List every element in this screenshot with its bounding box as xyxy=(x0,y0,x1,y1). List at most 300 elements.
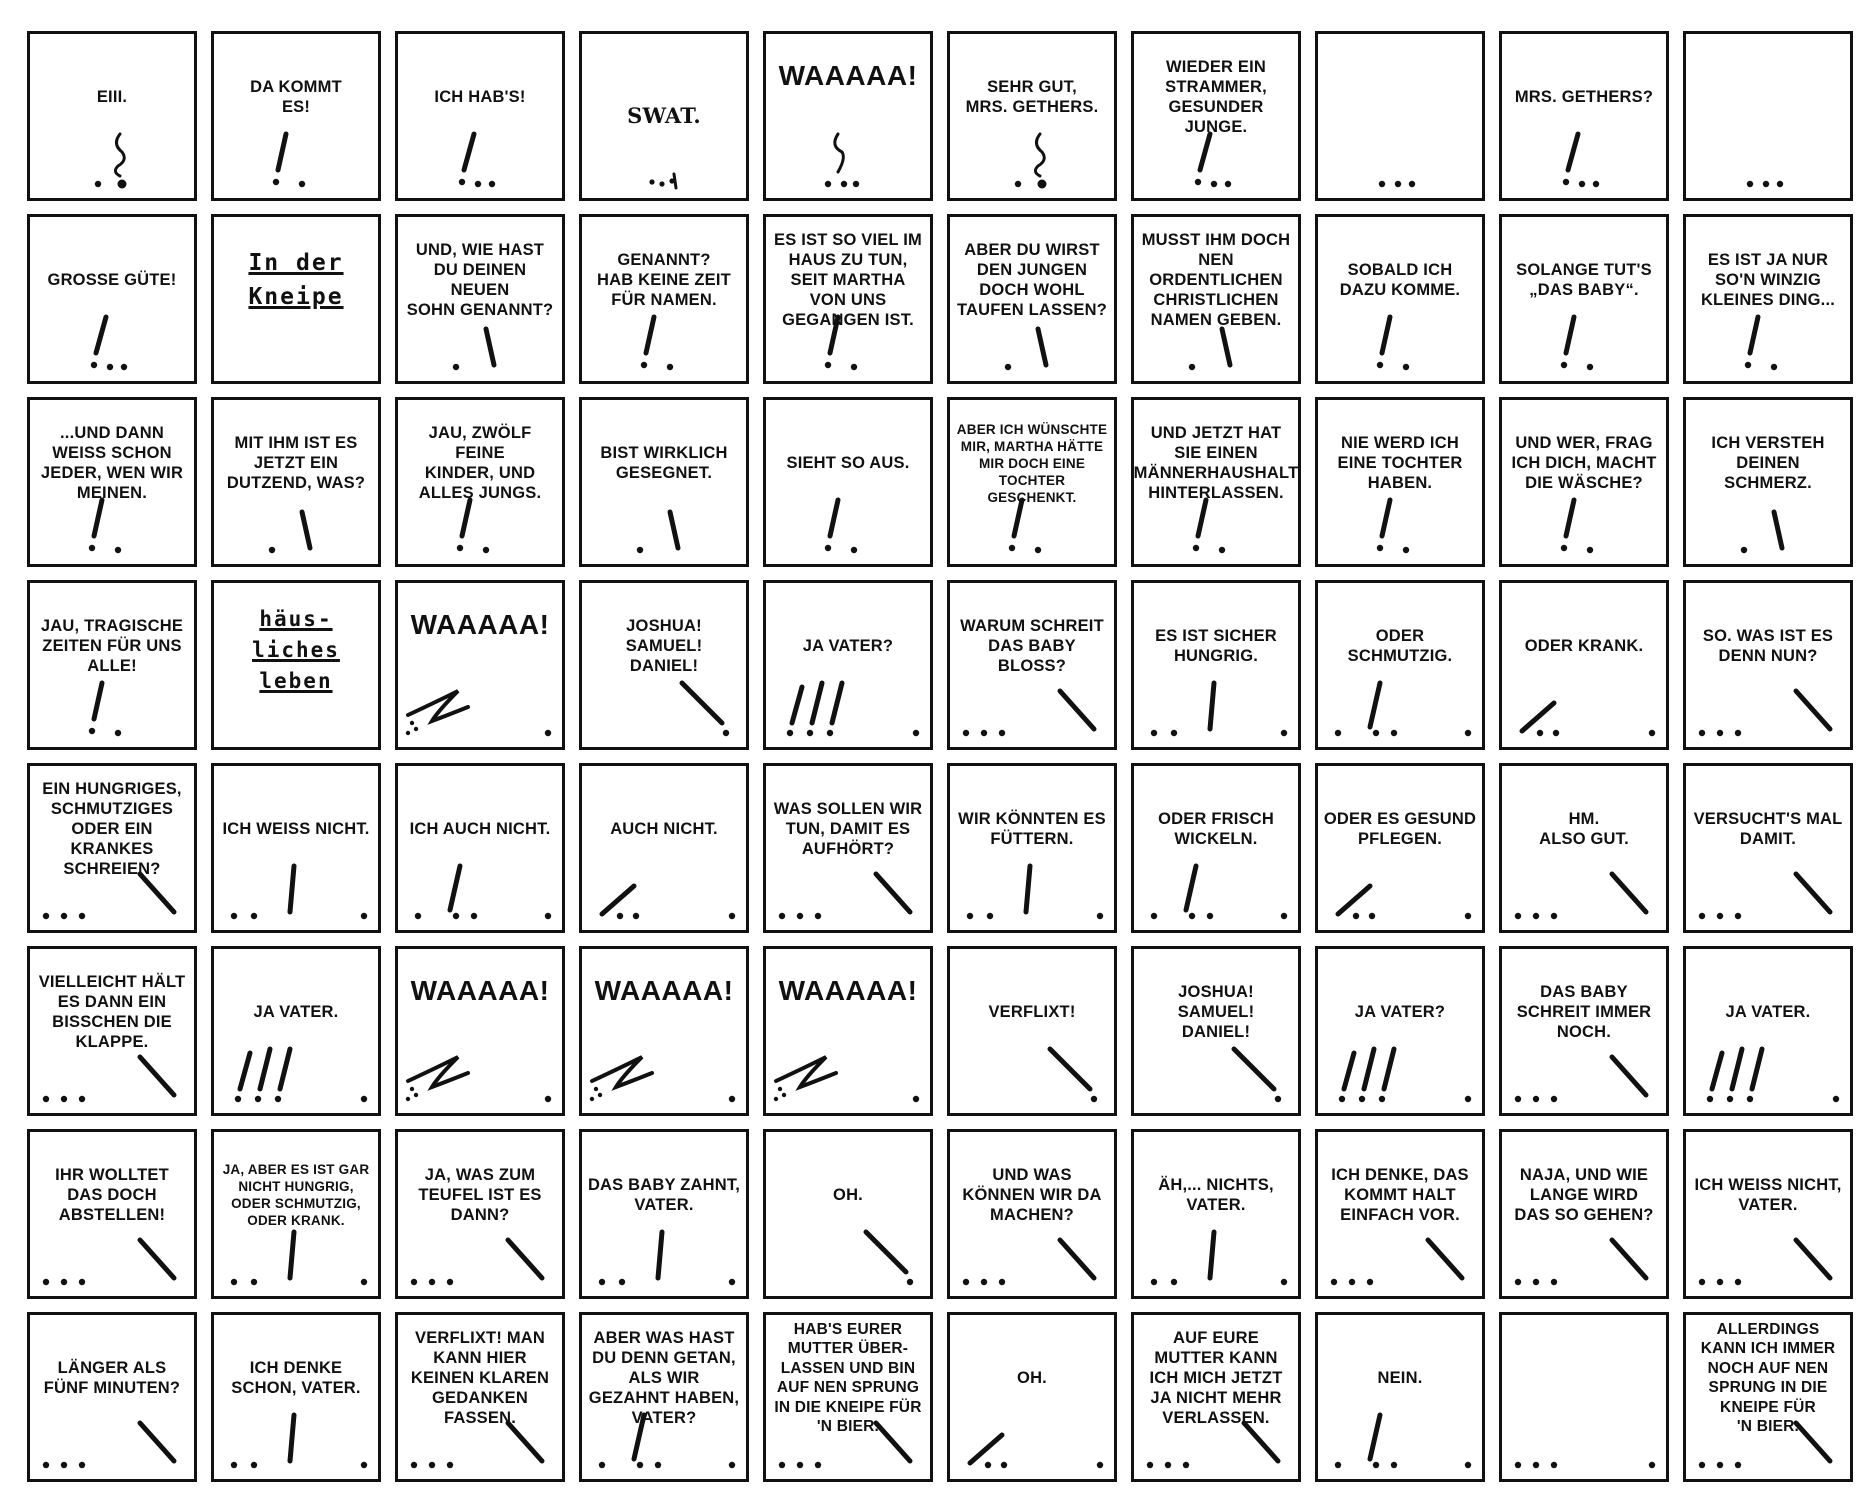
comic-panel xyxy=(1131,763,1301,933)
speech-text: WAAAAA! xyxy=(594,975,734,1006)
figure-head xyxy=(963,1279,969,1285)
figure-head xyxy=(637,547,643,553)
figure-head xyxy=(61,1279,67,1285)
comic-panel xyxy=(1131,31,1301,201)
speech-text xyxy=(1507,1329,1661,1427)
figure-head xyxy=(43,1462,49,1468)
figure-head xyxy=(1379,181,1385,187)
comic-panel xyxy=(1683,31,1853,201)
figure-head xyxy=(1207,913,1213,919)
speaker-line xyxy=(876,874,910,912)
speaker-line xyxy=(1222,329,1230,365)
speech-text: WAAAAA! xyxy=(410,975,550,1006)
comic-panel xyxy=(1499,580,1669,750)
figure-head xyxy=(43,1279,49,1285)
speech-text: ALLERDINGS KANN ICH IMMER NOCH AUF NEN SPRUNG IN DIE KNEIPE FÜR 'N BIER. xyxy=(1700,1320,1836,1435)
figure-head xyxy=(1189,364,1195,370)
figure-head xyxy=(655,1462,661,1468)
comic-panel xyxy=(1315,397,1485,567)
figure-head xyxy=(1717,1462,1723,1468)
figure-head xyxy=(406,731,410,735)
speech-text: VIELLEICHT HÄLT ES DANN EIN BISSCHEN DIE KLAPPE. xyxy=(38,973,186,1051)
comic-panel xyxy=(1499,1129,1669,1299)
figure-head xyxy=(729,1096,735,1102)
figure-head xyxy=(1151,730,1157,736)
figure-head xyxy=(429,1462,435,1468)
comic-panel xyxy=(1131,580,1301,750)
comic-panel xyxy=(763,580,933,750)
comic-panel xyxy=(1131,1312,1301,1482)
scene-title: In der Kneipe xyxy=(248,250,344,310)
squiggle-line xyxy=(776,1057,836,1087)
speech-text: SEHR GUT, MRS. GETHERS. xyxy=(965,78,1099,116)
speaker-line xyxy=(1612,1240,1646,1278)
speech-text: AUCH NICHT. xyxy=(610,820,718,838)
figure-head xyxy=(1465,913,1471,919)
figure-head xyxy=(361,1462,367,1468)
speech-text: ODER ES GESUND PFLEGEN. xyxy=(1323,810,1477,848)
speech-text: UND, WIE HAST DU DEINEN NEUEN SOHN GENANNT? xyxy=(406,241,554,319)
figure-head xyxy=(107,364,113,370)
speech-text: HAB'S EURER MUTTER ÜBER- LASSEN UND BIN AUF NEN SPRUNG IN DIE KNEIPE FÜR 'N BIER. xyxy=(774,1320,922,1435)
comic-panel xyxy=(395,1129,565,1299)
speech-text: JA VATER? xyxy=(1354,1003,1446,1021)
figure-head xyxy=(1097,913,1103,919)
figure-head xyxy=(121,364,127,370)
speech-text: ICH DENKE, DAS KOMMT HALT EINFACH VOR. xyxy=(1331,1166,1469,1224)
figure-head xyxy=(91,362,97,368)
figure-head xyxy=(361,1096,367,1102)
figure-head xyxy=(1717,913,1723,919)
figure-head xyxy=(1391,730,1397,736)
figure-head xyxy=(999,1279,1005,1285)
speaker-line xyxy=(1244,1423,1278,1461)
figure-head xyxy=(1707,1096,1713,1102)
figure-head xyxy=(1771,364,1777,370)
comic-panel xyxy=(27,1129,197,1299)
figure-head xyxy=(1741,547,1747,553)
speech-text: JOSHUA! SAMUEL! DANIEL! xyxy=(625,617,703,675)
comic-panel xyxy=(395,763,565,933)
figure-head xyxy=(1171,1279,1177,1285)
figure-head xyxy=(1551,1462,1557,1468)
speaker-line xyxy=(140,1057,174,1095)
speech-text: ES IST SO VIEL IM HAUS ZU TUN, SEIT MARTHA VON UNS GEGANGEN IST. xyxy=(774,231,922,329)
figure-head xyxy=(545,730,551,736)
speech-text: JA VATER. xyxy=(1725,1003,1811,1021)
speech-text: JAU, ZWÖLF FEINE KINDER, UND ALLES JUNGS. xyxy=(418,424,542,502)
speech-text: ICH WEISS NICHT. xyxy=(222,820,370,838)
comic-panel xyxy=(763,214,933,384)
figure-head xyxy=(1747,181,1753,187)
figure-head xyxy=(483,547,489,553)
figure-head xyxy=(1763,181,1769,187)
figure-head xyxy=(1649,730,1655,736)
figure-head xyxy=(1193,545,1199,551)
speech-text: EIII. xyxy=(96,88,128,106)
comic-panel xyxy=(1315,763,1485,933)
figure-head xyxy=(1579,181,1585,187)
figure-head xyxy=(1561,545,1567,551)
speech-text: JA, ABER ES IST GAR NICHT HUNGRIG, ODER SCHMUTZIG, ODER KRANK. xyxy=(222,1162,370,1228)
figure-head xyxy=(447,1279,453,1285)
speech-text: GENANNT? HAB KEINE ZEIT FÜR NAMEN. xyxy=(597,251,731,309)
figure-head xyxy=(1367,1279,1373,1285)
comic-panel xyxy=(1499,31,1669,201)
speech-text: ICH HAB'S! xyxy=(434,88,526,106)
figure-head xyxy=(89,728,95,734)
speech-text: UND JETZT HAT SIE EINEN MÄNNERHAUSHALT HINTERLASSEN. xyxy=(1133,424,1299,502)
comic-panel xyxy=(579,763,749,933)
comic-panel xyxy=(1499,214,1669,384)
speaker-line xyxy=(508,1423,542,1461)
figure-head xyxy=(779,1462,785,1468)
figure-head xyxy=(1561,362,1567,368)
speech-text: ICH VERSTEH DEINEN SCHMERZ. xyxy=(1711,434,1825,492)
comic-panel xyxy=(395,580,565,750)
speech-text: AUF EURE MUTTER KANN ICH MICH JETZT JA NICHT MEHR VERLASSEN. xyxy=(1149,1329,1283,1427)
figure-head xyxy=(787,730,793,736)
comic-panel xyxy=(579,580,749,750)
figure-head xyxy=(1359,1096,1365,1102)
figure-head xyxy=(1537,730,1543,736)
figure-head xyxy=(79,1462,85,1468)
figure-head xyxy=(1151,913,1157,919)
figure-head xyxy=(815,1462,821,1468)
figure-head xyxy=(61,913,67,919)
figure-head xyxy=(545,1096,551,1102)
speech-text: WAS SOLLEN WIR TUN, DAMIT ES AUFHÖRT? xyxy=(773,800,923,858)
speech-text: WAAAAA! xyxy=(778,60,918,91)
figure-head xyxy=(1403,364,1409,370)
comic-panel xyxy=(1315,946,1485,1116)
figure-head xyxy=(782,1093,786,1097)
figure-head xyxy=(1275,1096,1281,1102)
speech-text: NAJA, UND WIE LANGE WIRD DAS SO GEHEN? xyxy=(1514,1166,1654,1224)
comic-panel xyxy=(579,397,749,567)
figure-head xyxy=(637,1462,643,1468)
figure-head xyxy=(778,1087,782,1091)
figure-head xyxy=(1533,1279,1539,1285)
figure-head xyxy=(115,547,121,553)
speaker-line xyxy=(140,1423,174,1461)
figure-head xyxy=(361,1279,367,1285)
speech-text: GROSSE GÜTE! xyxy=(47,271,177,289)
speech-text: UND WAS KÖNNEN WIR DA MACHEN? xyxy=(962,1166,1102,1224)
figure-head xyxy=(1395,181,1401,187)
figure-head xyxy=(987,913,993,919)
figure-head xyxy=(1747,1096,1753,1102)
comic-panel xyxy=(763,397,933,567)
figure-head xyxy=(1373,730,1379,736)
figure-head xyxy=(411,1462,417,1468)
figure-head xyxy=(231,1279,237,1285)
figure-head xyxy=(1225,181,1231,187)
squiggle-line xyxy=(408,1057,468,1087)
figure-head xyxy=(269,547,275,553)
squiggle-line xyxy=(408,691,468,721)
figure-head xyxy=(967,913,973,919)
figure-head xyxy=(963,730,969,736)
figure-head xyxy=(1353,913,1359,919)
figure-head xyxy=(1377,545,1383,551)
figure-head xyxy=(1391,1462,1397,1468)
figure-head xyxy=(1165,1462,1171,1468)
speech-text: ODER SCHMUTZIG. xyxy=(1347,627,1453,665)
figure-head xyxy=(43,913,49,919)
figure-head xyxy=(913,1096,919,1102)
speech-text: ABER DU WIRST DEN JUNGEN DOCH WOHL TAUFEN LASSEN? xyxy=(956,241,1108,319)
figure-head xyxy=(1409,181,1415,187)
speech-text: JA, WAS ZUM TEUFEL IST ES DANN? xyxy=(418,1166,542,1224)
figure-head xyxy=(410,1087,414,1091)
figure-head xyxy=(599,1462,605,1468)
figure-head xyxy=(779,913,785,919)
comic-panel xyxy=(579,214,749,384)
comic-panel xyxy=(1683,1312,1853,1482)
comic-panel xyxy=(947,1312,1117,1482)
comic-panel xyxy=(1683,763,1853,933)
figure-head xyxy=(231,913,237,919)
comic-panel xyxy=(1499,397,1669,567)
figure-head xyxy=(1533,1096,1539,1102)
speech-text: SOLANGE TUT'S „DAS BABY“. xyxy=(1516,261,1652,299)
speaker-line xyxy=(670,512,678,548)
comic-panel xyxy=(1499,763,1669,933)
figure-head xyxy=(1735,913,1741,919)
figure-head xyxy=(913,730,919,736)
figure-head xyxy=(1015,181,1021,187)
comic-panel xyxy=(211,946,381,1116)
figure-head xyxy=(1587,547,1593,553)
figure-head xyxy=(907,1279,913,1285)
speech-text: ICH DENKE SCHON, VATER. xyxy=(231,1359,361,1397)
speaker-line xyxy=(1428,1240,1462,1278)
figure-head xyxy=(598,1093,602,1097)
speech-text: MIT IHM IST ES JETZT EIN DUTZEND, WAS? xyxy=(226,434,366,492)
speech-text: MRS. GETHERS? xyxy=(1514,88,1654,106)
speech-text: NEIN. xyxy=(1377,1369,1423,1387)
figure-head xyxy=(89,545,95,551)
comic-panel xyxy=(947,397,1117,567)
figure-head xyxy=(667,364,673,370)
figure-head xyxy=(471,913,477,919)
speech-text: ICH AUCH NICHT. xyxy=(409,820,551,838)
figure-head xyxy=(985,1462,991,1468)
figure-head xyxy=(1587,364,1593,370)
figure-head xyxy=(79,1279,85,1285)
figure-head xyxy=(1551,1279,1557,1285)
figure-head xyxy=(1189,913,1195,919)
comic-panel xyxy=(1131,214,1301,384)
figure-head xyxy=(1515,1462,1521,1468)
speaker-line xyxy=(1796,874,1830,912)
comic-panel xyxy=(947,1129,1117,1299)
figure-head xyxy=(1699,730,1705,736)
speech-text xyxy=(1691,48,1845,146)
comic-panel xyxy=(27,214,197,384)
figure-head xyxy=(729,913,735,919)
figure-head xyxy=(1195,179,1201,185)
speech-text: ...UND DANN WEISS SCHON JEDER, WEN WIR MEINEN. xyxy=(40,424,184,502)
speech-text: SIEHT SO AUS. xyxy=(786,454,910,472)
figure-head xyxy=(1465,1096,1471,1102)
speech-text: ÄH,... NICHTS, VATER. xyxy=(1158,1176,1274,1214)
figure-head xyxy=(414,1093,418,1097)
figure-head xyxy=(1745,362,1751,368)
figure-head xyxy=(1281,1279,1287,1285)
speech-text: ABER WAS HAST DU DENN GETAN, ALS WIR GEZAHNT HABEN, VATER? xyxy=(588,1329,740,1427)
speaker-line xyxy=(1612,874,1646,912)
figure-head xyxy=(1403,547,1409,553)
speech-text: JAU, TRAGISCHE ZEITEN FÜR UNS ALLE! xyxy=(40,617,184,675)
speech-text: NIE WERD ICH EINE TOCHTER HABEN. xyxy=(1337,434,1463,492)
speech-text: OH. xyxy=(1017,1369,1047,1387)
figure-head xyxy=(1551,913,1557,919)
speech-text: ES IST SICHER HUNGRIG. xyxy=(1155,627,1277,665)
figure-head xyxy=(825,362,831,368)
figure-head xyxy=(489,181,495,187)
speech-text: MUSST IHM DOCH NEN ORDENTLICHEN CHRISTLICHEN NAMEN GEBEN. xyxy=(1141,231,1291,329)
speech-text: ICH WEISS NICHT, VATER. xyxy=(1694,1176,1842,1214)
figure-head xyxy=(1369,913,1375,919)
figure-head xyxy=(1379,1096,1385,1102)
speech-text: ODER KRANK. xyxy=(1524,637,1644,655)
comic-panel xyxy=(763,946,933,1116)
figure-head xyxy=(453,913,459,919)
figure-head xyxy=(1335,730,1341,736)
figure-head xyxy=(825,545,831,551)
comic-panel xyxy=(763,31,933,201)
figure-head xyxy=(1735,1462,1741,1468)
figure-head xyxy=(1717,1279,1723,1285)
figure-head xyxy=(1515,1096,1521,1102)
figure-head xyxy=(1533,1462,1539,1468)
figure-head xyxy=(1465,730,1471,736)
figure-head xyxy=(1339,1096,1345,1102)
figure-head xyxy=(1833,1096,1839,1102)
figure-head xyxy=(981,730,987,736)
figure-head xyxy=(1171,730,1177,736)
comic-panel xyxy=(1315,31,1485,201)
figure-head xyxy=(231,1462,237,1468)
squiggle-line xyxy=(592,1057,652,1087)
speech-text: DAS BABY ZAHNT, VATER. xyxy=(587,1176,741,1214)
figure-head xyxy=(275,1096,281,1102)
speech-text: JA VATER? xyxy=(802,637,894,655)
comic-panel xyxy=(395,1312,565,1482)
figure-head xyxy=(251,1279,257,1285)
speech-text: ES IST JA NUR SO'N WINZIG KLEINES DING... xyxy=(1700,251,1836,309)
comic-panel xyxy=(27,1312,197,1482)
figure-head xyxy=(415,913,421,919)
speaker-line xyxy=(1774,512,1782,548)
speech-text: DAS BABY SCHREIT IMMER NOCH. xyxy=(1516,983,1652,1041)
figure-head xyxy=(641,362,647,368)
speech-text: IHR WOLLTET DAS DOCH ABSTELLEN! xyxy=(55,1166,169,1224)
comic-panel xyxy=(947,946,1117,1116)
figure-head xyxy=(545,913,551,919)
figure-head xyxy=(361,913,367,919)
figure-head xyxy=(981,1279,987,1285)
figure-head xyxy=(1717,730,1723,736)
figure-head xyxy=(723,730,729,736)
speech-text: OH. xyxy=(833,1186,863,1204)
comic-panel xyxy=(579,946,749,1116)
comic-panel xyxy=(395,214,565,384)
figure-head xyxy=(1465,1462,1471,1468)
speaker-line xyxy=(140,1240,174,1278)
figure-head xyxy=(797,1462,803,1468)
comic-panel xyxy=(763,763,933,933)
figure-head xyxy=(1515,913,1521,919)
comic-panel xyxy=(395,397,565,567)
figure-head xyxy=(457,545,463,551)
figure-head xyxy=(475,181,481,187)
figure-head xyxy=(1331,1279,1337,1285)
comic-panel xyxy=(211,397,381,567)
speech-text: VERFLIXT! xyxy=(988,1003,1076,1021)
comic-panel xyxy=(1315,580,1485,750)
figure-head xyxy=(61,1462,67,1468)
speaker-line xyxy=(140,874,174,912)
comic-panel xyxy=(763,1129,933,1299)
comic-panel xyxy=(27,31,197,201)
speaker-line xyxy=(1522,703,1554,731)
comic-panel xyxy=(1131,397,1301,567)
comic-panel xyxy=(211,580,381,750)
speech-text: WIEDER EIN STRAMMER, GESUNDER JUNGE. xyxy=(1165,58,1267,136)
speaker-line xyxy=(970,1435,1002,1463)
figure-head xyxy=(1735,1279,1741,1285)
speech-text: SWAT. xyxy=(627,103,701,128)
speech-text: ABER ICH WÜNSCHTE MIR, MARTHA HÄTTE MIR DOCH EINE TOCHTER GESCHENKT. xyxy=(956,421,1108,505)
speaker-line xyxy=(1038,329,1046,365)
comic-panel xyxy=(1499,946,1669,1116)
speaker-line xyxy=(486,329,494,365)
comic-panel xyxy=(1683,214,1853,384)
figure-head xyxy=(617,913,623,919)
figure-head xyxy=(659,181,664,186)
figure-head xyxy=(255,1096,261,1102)
figure-head xyxy=(1147,1462,1153,1468)
figure-head xyxy=(251,1462,257,1468)
figure-head xyxy=(414,727,418,731)
comic-panel xyxy=(1683,397,1853,567)
comic-panel xyxy=(947,31,1117,201)
comic-panel xyxy=(395,946,565,1116)
figure-head xyxy=(95,181,101,187)
figure-head xyxy=(815,913,821,919)
comic-panel xyxy=(27,946,197,1116)
figure-head xyxy=(1349,1279,1355,1285)
speech-text: WAAAAA! xyxy=(410,609,550,640)
figure-head xyxy=(1001,1462,1007,1468)
speech-text: WARUM SCHREIT DAS BABY BLOSS? xyxy=(960,617,1104,675)
speech-text: VERSUCHT'S MAL DAMIT. xyxy=(1693,810,1843,848)
figure-head xyxy=(115,730,121,736)
comic-panel xyxy=(1315,1129,1485,1299)
figure-head xyxy=(825,181,831,187)
figure-head xyxy=(79,913,85,919)
figure-head xyxy=(1563,179,1569,185)
comic-panel xyxy=(27,580,197,750)
speech-text: SOBALD ICH DAZU KOMME. xyxy=(1339,261,1461,299)
figure-head xyxy=(1553,730,1559,736)
figure-head xyxy=(61,1096,67,1102)
figure-head xyxy=(1373,1462,1379,1468)
speaker-line xyxy=(674,174,676,188)
